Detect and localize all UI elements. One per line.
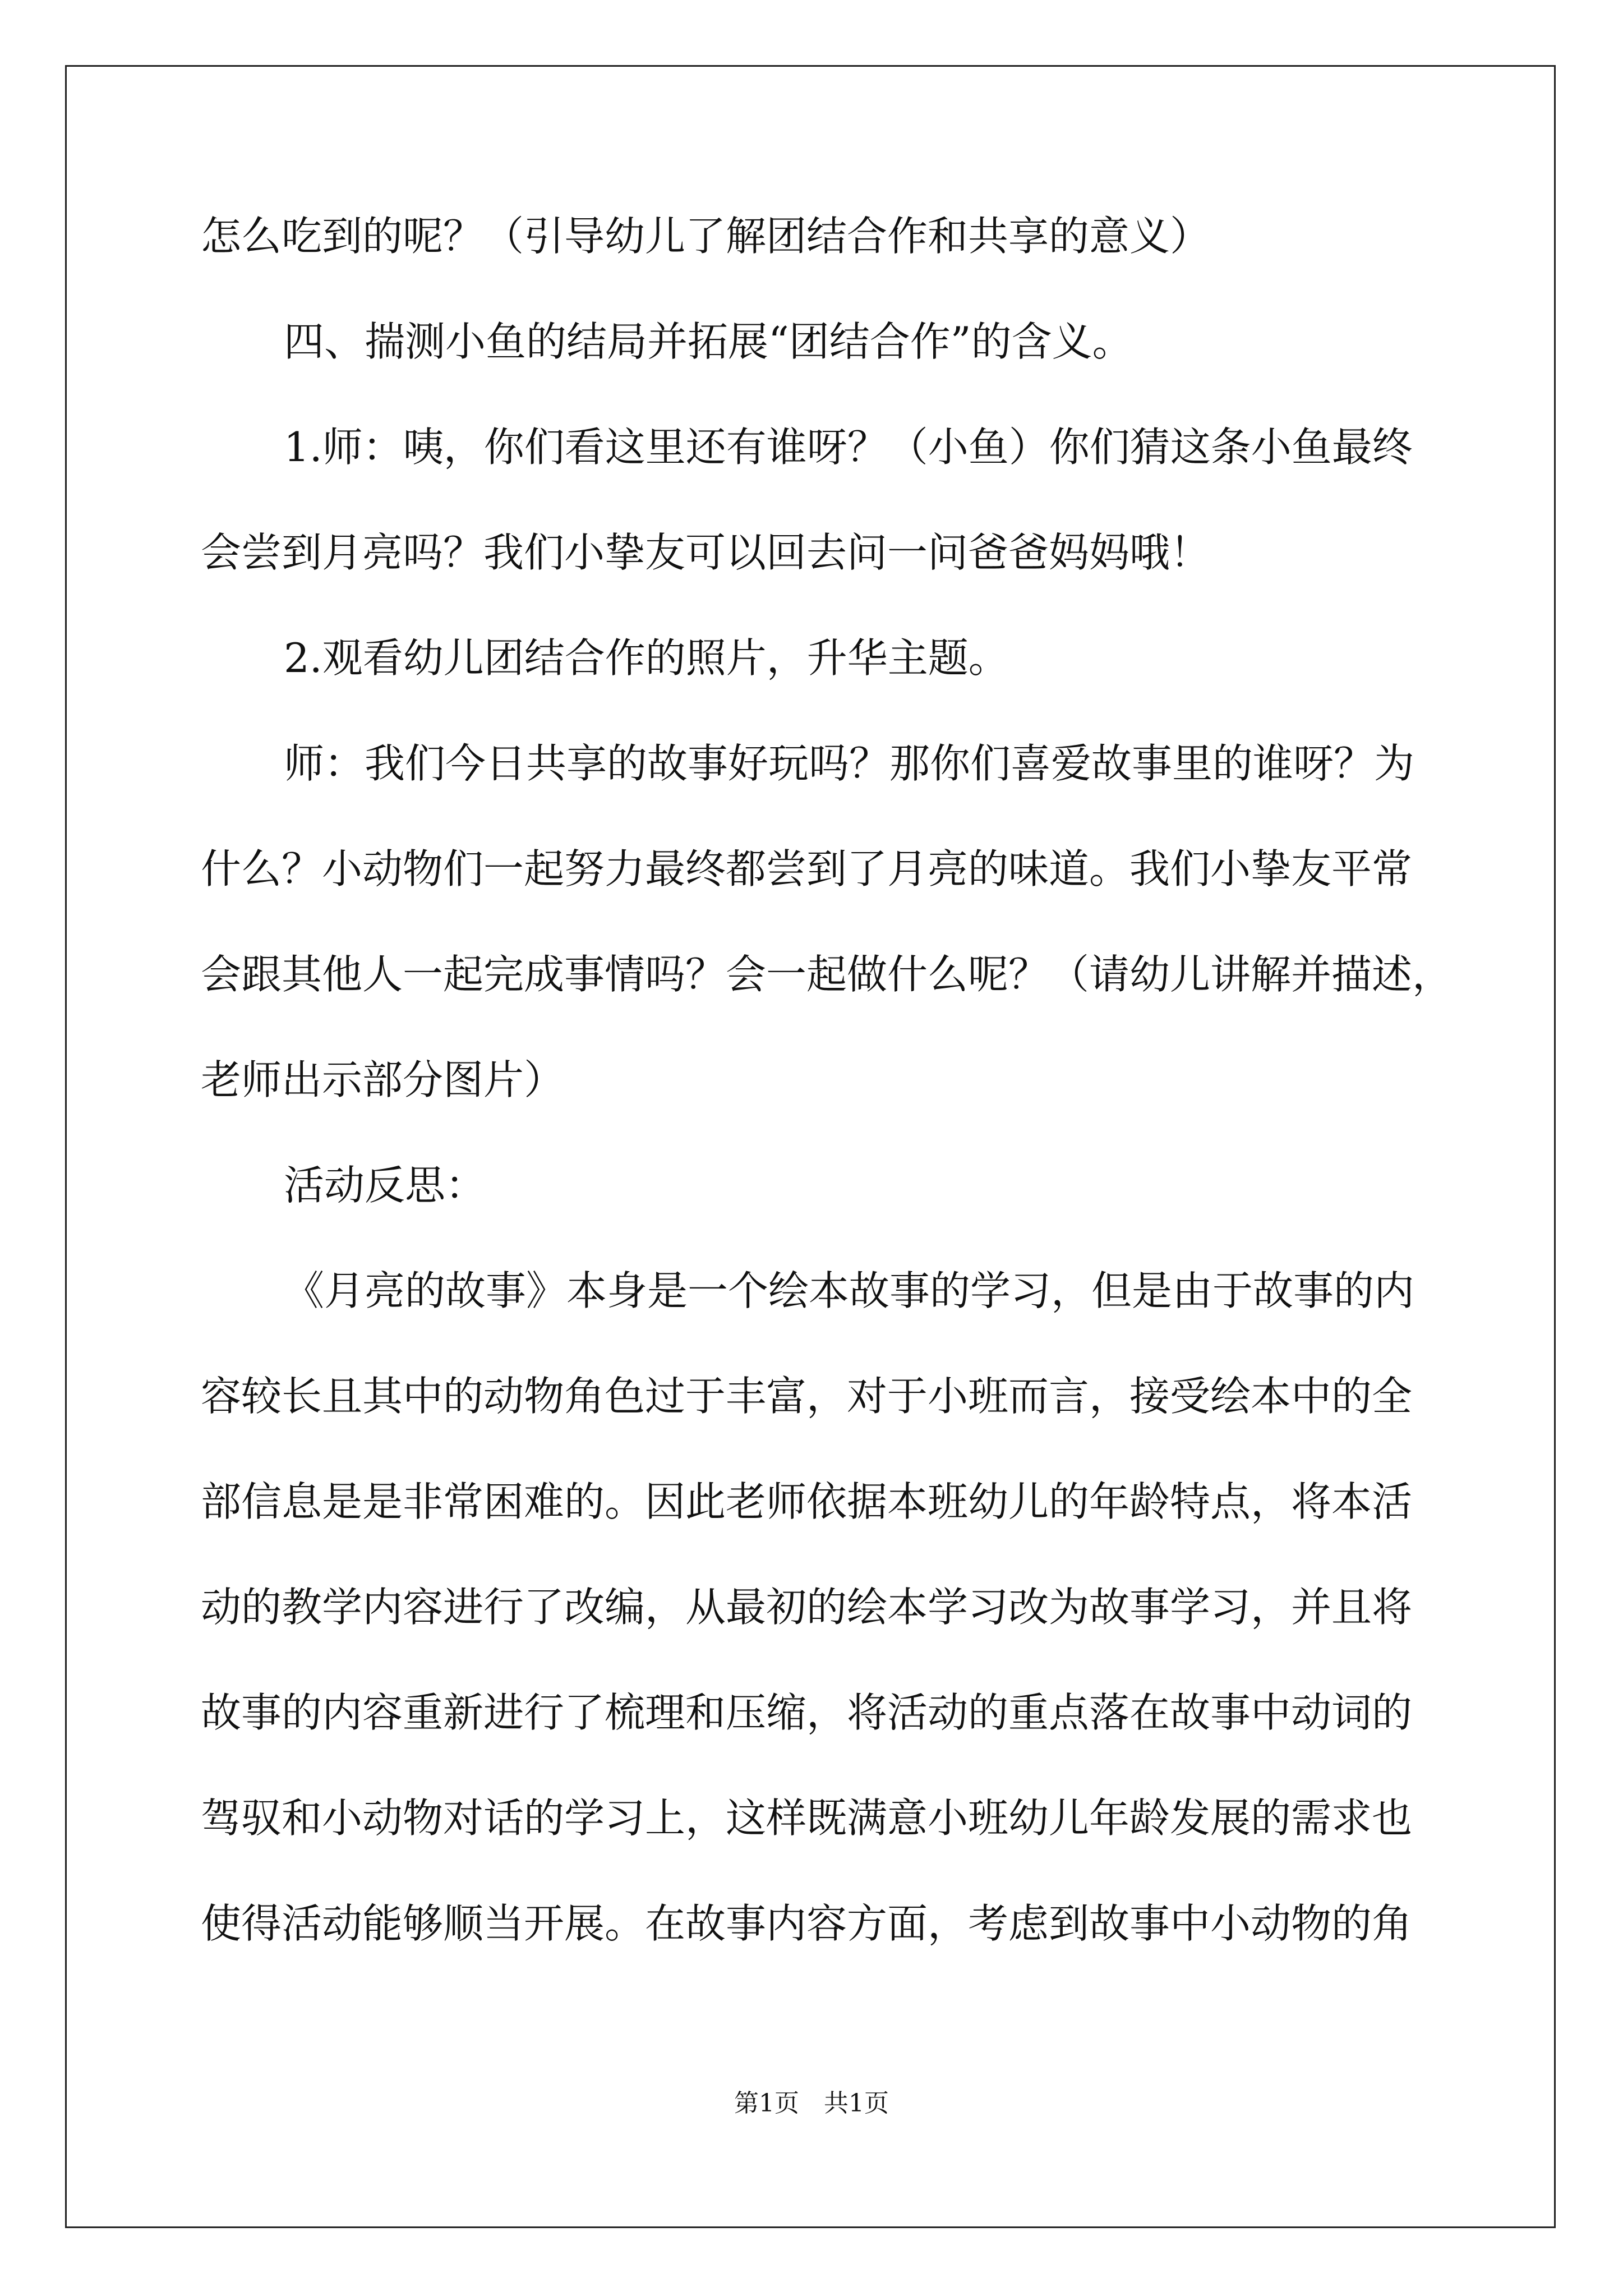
section-heading-4: 四、揣测小鱼的结局并拓展“团结合作”的含义。 — [284, 318, 1133, 365]
text-line-6: 师：我们今日共享的故事好玩吗？那你们喜爱故事里的谁呀？为 — [284, 740, 1415, 787]
text-line-4: 会尝到月亮吗？我们小挚友可以回去问一问爸爸妈妈哦！ — [201, 529, 1211, 576]
text-line-7: 什么？小动物们一起努力最终都尝到了月亮的味道。我们小挚友平常 — [201, 845, 1413, 892]
page-number-footer: 第1页 共1页 — [734, 2089, 889, 2118]
text-line-11: 《月亮的故事》本身是一个绘本故事的学习，但是由于故事的内 — [284, 1267, 1415, 1314]
text-line-1: 怎么吃到的呢？（引导幼儿了解团结合作和共享的意义） — [201, 213, 1211, 260]
text-line-14: 动的教学内容进行了改编，从最初的绘本学习改为故事学习，并且将 — [201, 1584, 1413, 1631]
text-line-8: 会跟其他人一起完成事情吗？会一起做什么呢？（请幼儿讲解并描述， — [201, 951, 1453, 998]
text-line-9: 老师出示部分图片） — [201, 1056, 565, 1103]
text-line-16: 驾驭和小动物对话的学习上，这样既满意小班幼儿年龄发展的需求也 — [201, 1795, 1413, 1842]
text-line-3: 1.师：咦，你们看这里还有谁呀？（小鱼）你们猜这条小鱼最终 — [284, 424, 1413, 471]
text-line-15: 故事的内容重新进行了梳理和压缩，将活动的重点落在故事中动词的 — [201, 1689, 1413, 1736]
reflection-heading: 活动反思： — [284, 1162, 486, 1209]
text-line-17: 使得活动能够顺当开展。在故事内容方面，考虑到故事中小动物的角 — [201, 1900, 1413, 1947]
text-line-12: 容较长且其中的动物角色过于丰富，对于小班而言，接受绘本中的全 — [201, 1373, 1413, 1420]
text-line-13: 部信息是是非常困难的。因此老师依据本班幼儿的年龄特点，将本活 — [201, 1478, 1413, 1525]
text-line-5: 2.观看幼儿团结合作的照片，升华主题。 — [284, 634, 1009, 682]
